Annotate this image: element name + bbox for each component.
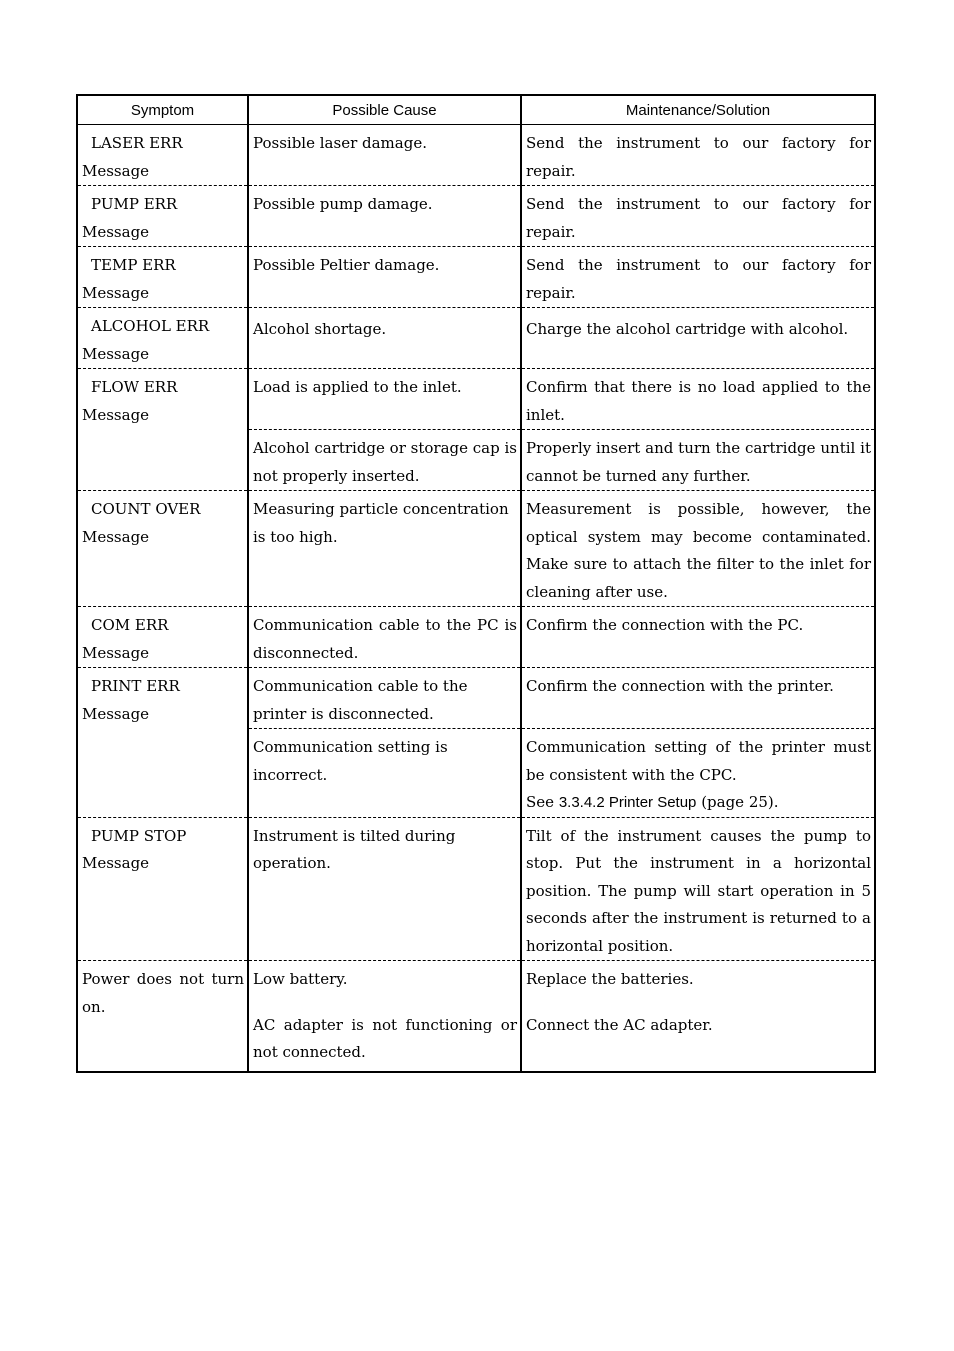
symptom-cell <box>77 668 248 818</box>
table-row <box>77 607 875 668</box>
solution-text-2: Connect the AC adapter. <box>526 1015 713 1034</box>
symptom-cell <box>77 247 248 308</box>
table-row <box>77 961 875 1072</box>
symptom-cell <box>77 308 248 369</box>
cause-cell <box>248 961 521 1072</box>
solution-cell: Properly insert and turn the cartridge until it cannot be turned any further. <box>521 430 875 491</box>
symptom-code: ALCOHOL ERR <box>91 317 210 335</box>
symptom-message: Message <box>82 283 150 302</box>
section-reference-link[interactable]: 3.3.4.2 Printer Setup <box>558 794 697 811</box>
table-row <box>77 817 875 961</box>
symptom-code: COM ERR <box>91 616 169 634</box>
table-row <box>77 491 875 607</box>
solution-cell: Send the instrument to our factory for repair. <box>521 186 875 247</box>
solution-cell: Charge the alcohol cartridge with alcohol. <box>521 308 875 369</box>
cause-cell: Possible pump damage. <box>248 186 521 247</box>
header-symptom: Symptom <box>77 95 248 125</box>
symptom-cell: Power does not turn on. <box>77 961 248 1072</box>
symptom-code: TEMP ERR <box>91 256 176 274</box>
table-row <box>77 308 875 369</box>
symptom-message: Message <box>82 704 150 723</box>
cause-cell: Possible Peltier damage. <box>248 247 521 308</box>
cause-cell: Possible laser damage. <box>248 125 521 186</box>
symptom-code: FLOW ERR <box>91 378 178 396</box>
table-row <box>77 668 875 729</box>
cause-cell: Measuring particle concentration is too high. <box>248 491 521 607</box>
symptom-message: Message <box>82 527 150 546</box>
table-row <box>77 247 875 308</box>
symptom-cell <box>77 125 248 186</box>
cause-cell: Load is applied to the inlet. <box>248 369 521 430</box>
header-row <box>77 95 875 125</box>
table-row <box>77 186 875 247</box>
symptom-code: PUMP STOP <box>91 826 187 845</box>
see-prefix: See <box>526 793 555 811</box>
symptom-message: Message <box>82 854 150 872</box>
solution-cell: Tilt of the instrument causes the pump to stop. Put the instrument in a horizontal position. The pump will start operation in 5 seconds after the instrument is returned to a horizontal position. <box>521 817 875 961</box>
solution-cell: Send the instrument to our factory for repair. <box>521 125 875 186</box>
solution-cell: Confirm the connection with the printer. <box>521 668 875 729</box>
symptom-cell <box>77 491 248 607</box>
solution-cell <box>521 729 875 818</box>
header-possible-cause: Possible Cause <box>248 95 521 125</box>
symptom-message: Message <box>82 222 150 241</box>
solution-text: Communication setting of the printer must be consistent with the CPC. <box>526 738 871 784</box>
cause-cell: Communication setting is incorrect. <box>248 729 521 818</box>
symptom-cell <box>77 369 248 491</box>
symptom-cell <box>77 817 248 961</box>
table-row <box>77 369 875 430</box>
symptom-cell <box>77 607 248 668</box>
table-row <box>77 125 875 186</box>
header-solution: Maintenance/Solution <box>521 95 875 125</box>
symptom-code: PUMP ERR <box>91 195 178 213</box>
symptom-message: Message <box>82 405 150 424</box>
symptom-code: COUNT OVER <box>91 500 201 518</box>
solution-cell: Measurement is possible, however, the optical system may become contaminated. Make sure to attach the filter to the inlet for cleaning after use. <box>521 491 875 607</box>
solution-text-1: Replace the batteries. <box>526 970 694 988</box>
page-reference: (page 25). <box>701 793 779 811</box>
cause-cell: Alcohol shortage. <box>248 308 521 369</box>
cause-text-1: Low battery. <box>253 970 348 988</box>
solution-cell: Confirm the connection with the PC. <box>521 607 875 668</box>
solution-cell: Send the instrument to our factory for repair. <box>521 247 875 308</box>
cause-text-2: AC adapter is not functioning or not connected. <box>253 1015 517 1061</box>
solution-cell: Confirm that there is no load applied to the inlet. <box>521 369 875 430</box>
cause-cell: Communication cable to the printer is disconnected. <box>248 668 521 729</box>
cause-cell: Instrument is tilted during operation. <box>248 817 521 961</box>
cause-cell: Alcohol cartridge or storage cap is not properly inserted. <box>248 430 521 491</box>
solution-cell <box>521 961 875 1072</box>
symptom-message: Message <box>82 643 150 662</box>
cause-cell: Communication cable to the PC is disconnected. <box>248 607 521 668</box>
symptom-code: LASER ERR <box>91 134 183 152</box>
symptom-code: PRINT ERR <box>91 677 180 695</box>
symptom-message: Message <box>82 161 150 180</box>
symptom-cell <box>77 186 248 247</box>
symptom-message: Message <box>82 344 150 363</box>
troubleshooting-table <box>76 94 876 1073</box>
